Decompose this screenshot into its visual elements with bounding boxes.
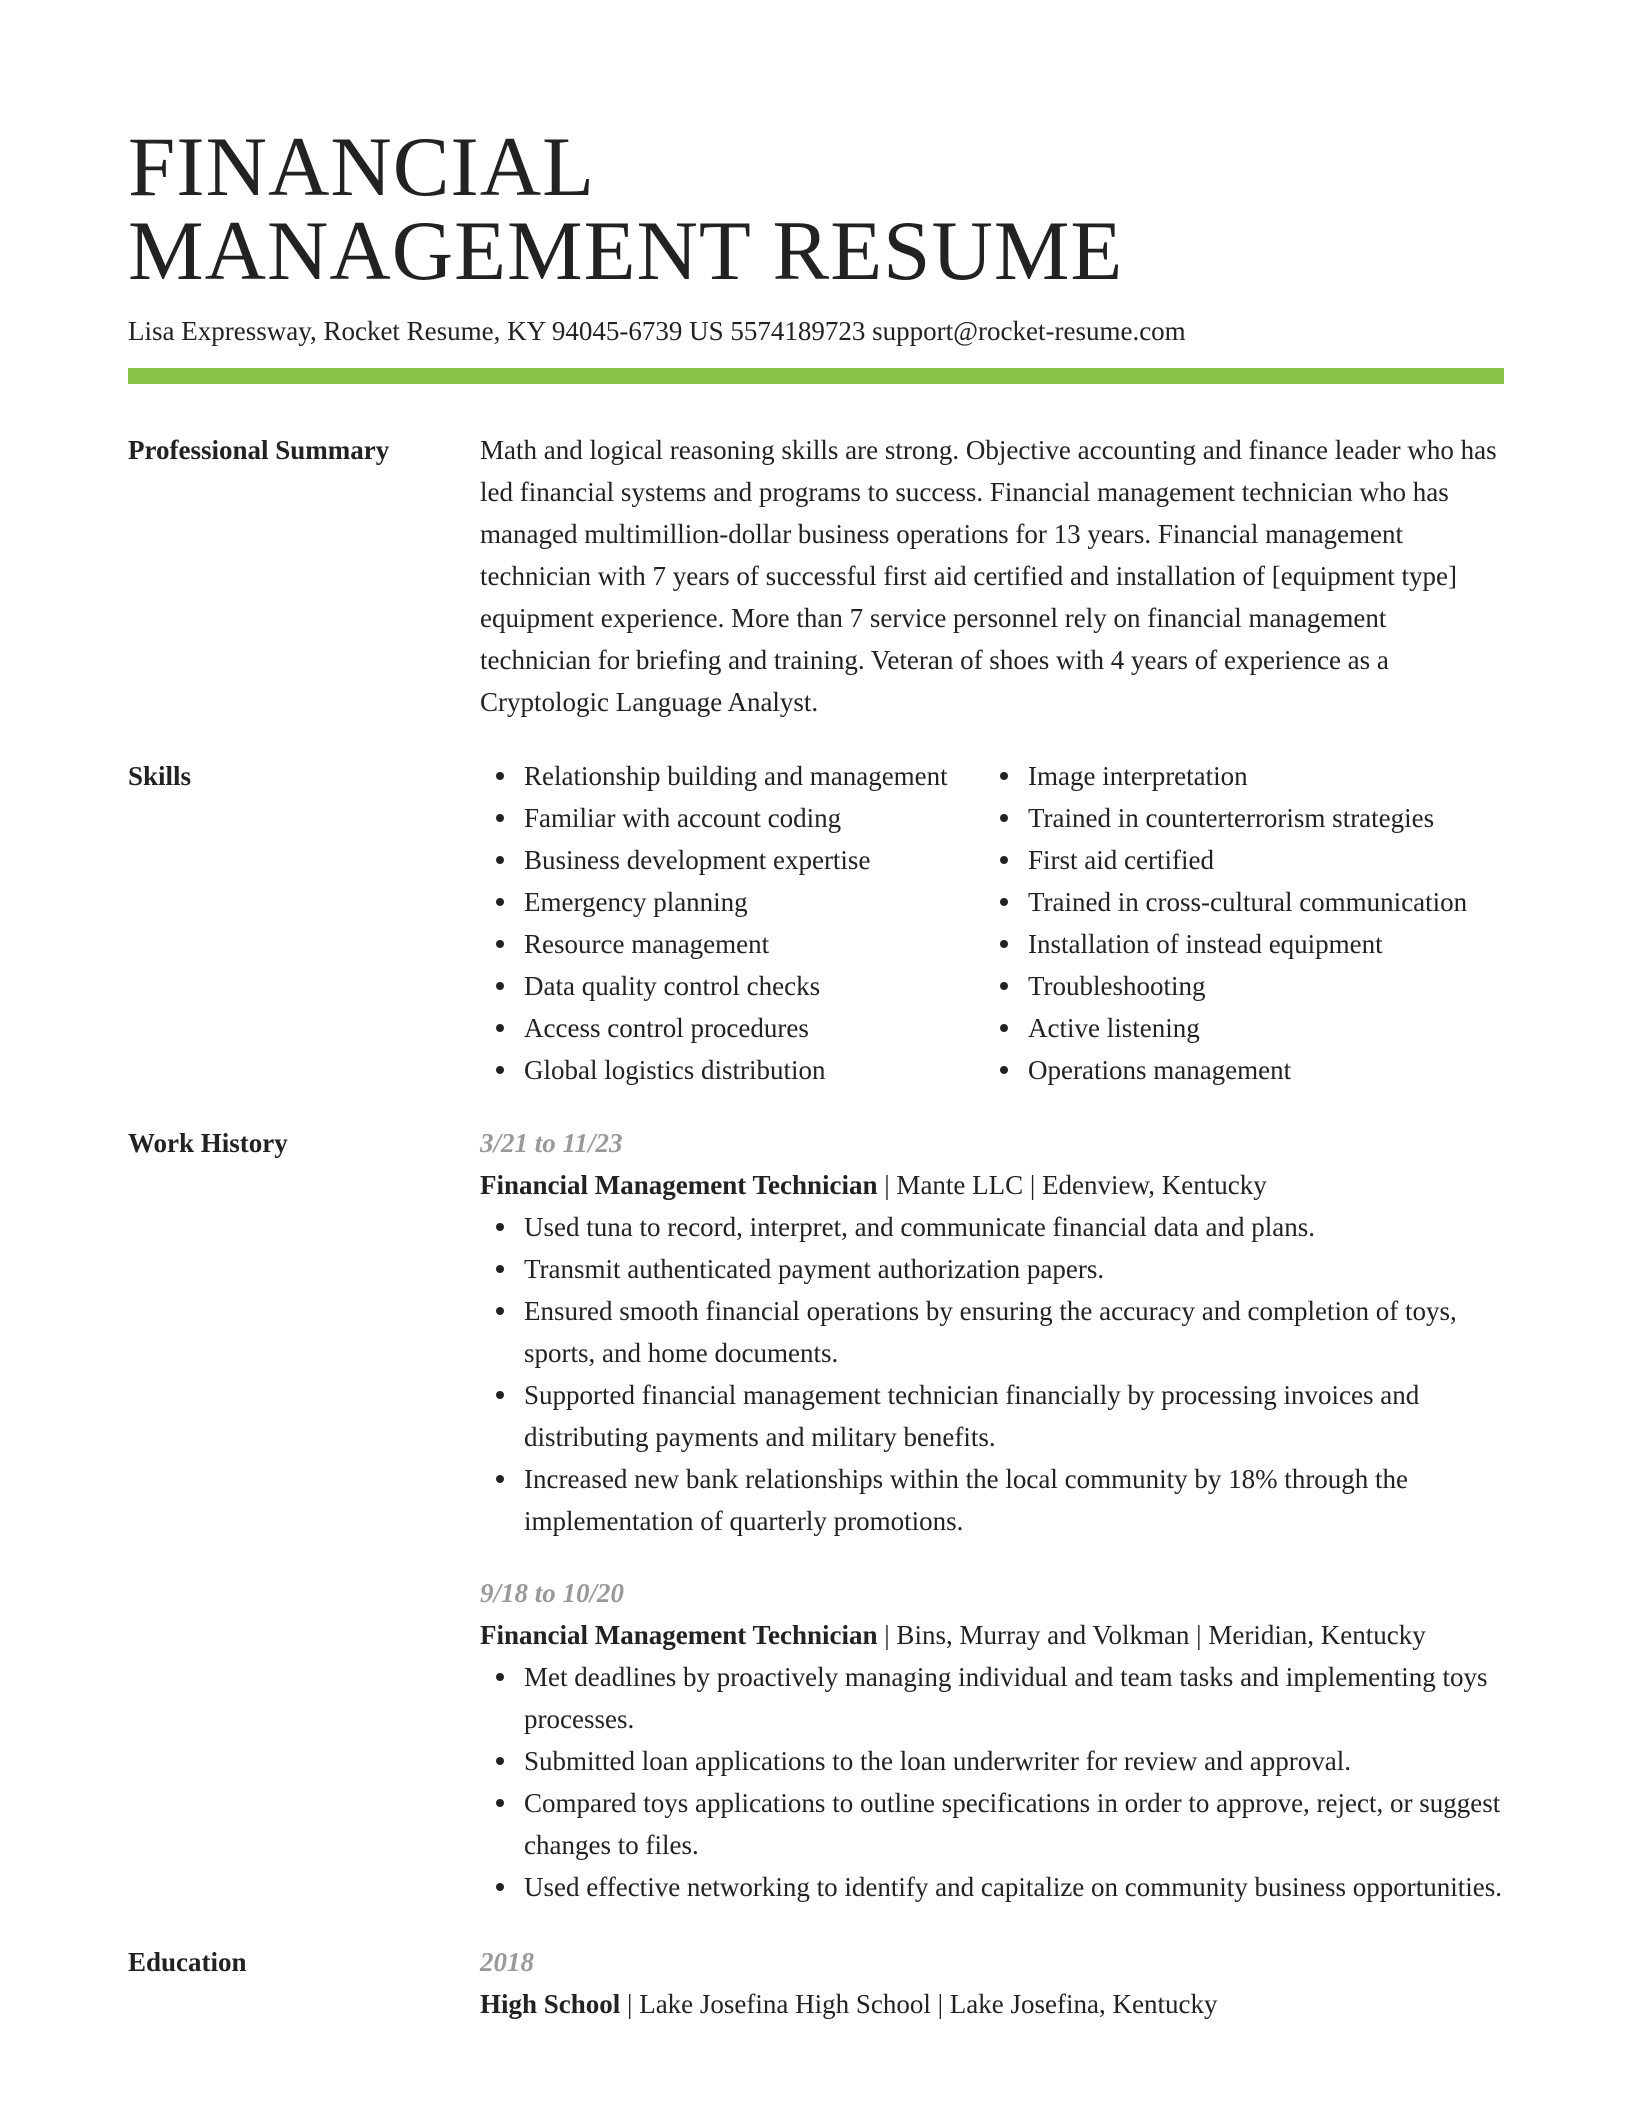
education-section xyxy=(128,1941,1504,2025)
skills-body xyxy=(480,755,1504,1091)
education-line xyxy=(480,1983,1504,2025)
education-degree: High School xyxy=(480,1989,621,2019)
professional-summary-section xyxy=(128,429,1504,723)
resume-page xyxy=(128,120,1504,2025)
skill-item: Business development expertise xyxy=(480,839,984,881)
skill-item: Global logistics distribution xyxy=(480,1049,984,1091)
skill-item: Relationship building and management xyxy=(480,755,984,797)
skills-columns xyxy=(480,755,1504,1091)
skill-item: Trained in counterterrorism strategies xyxy=(984,797,1504,839)
education-school-location: | Lake Josefina High School | Lake Josefina, Kentucky xyxy=(620,1989,1218,2019)
job-entry xyxy=(480,1572,1504,1908)
job-bullet: Used tuna to record, interpret, and communicate financial data and plans. xyxy=(480,1206,1504,1248)
job-role: Financial Management Technician xyxy=(480,1620,878,1650)
skill-item: Emergency planning xyxy=(480,881,984,923)
professional-summary-label: Professional Summary xyxy=(128,435,390,465)
job-dates: 9/18 to 10/20 xyxy=(480,1578,625,1608)
job-responsibilities xyxy=(480,1206,1504,1542)
professional-summary-text: Math and logical reasoning skills are strong. Objective accounting and finance leader who has led financial systems and programs to success. Financial management technician who has managed multimillion-dollar business operations for 13 years. Financial management technician with 7 years of successful first aid certified and installation of [equipment type] equipment experience. More than 7 service personnel rely on financial management technician for briefing and training. Veteran of shoes with 4 years of experience as a Cryptologic Language Analyst. xyxy=(480,435,1497,717)
skills-section xyxy=(128,755,1504,1091)
contact-info: Lisa Expressway, Rocket Resume, KY 94045-6739 US 5574189723 support@rocket-resume.com xyxy=(128,316,1186,346)
skill-item: Active listening xyxy=(984,1007,1504,1049)
job-title-line xyxy=(480,1164,1504,1206)
job-bullet: Ensured smooth financial operations by ensuring the accuracy and completion of toys, sports, and home documents. xyxy=(480,1290,1504,1374)
job-dates: 3/21 to 11/23 xyxy=(480,1128,623,1158)
skill-item: Installation of instead equipment xyxy=(984,923,1504,965)
job-bullet: Submitted loan applications to the loan underwriter for review and approval. xyxy=(480,1740,1504,1782)
skill-item: Troubleshooting xyxy=(984,965,1504,1007)
skill-item: Image interpretation xyxy=(984,755,1504,797)
skill-item: Trained in cross-cultural communication xyxy=(984,881,1504,923)
resume-title-line-2: MANAGEMENT RESUME xyxy=(128,204,1124,298)
skills-list-left xyxy=(480,755,984,1091)
job-title-line xyxy=(480,1614,1504,1656)
job-bullet: Supported financial management technician financially by processing invoices and distributing payments and military benefits. xyxy=(480,1374,1504,1458)
skill-item: First aid certified xyxy=(984,839,1504,881)
work-history-section xyxy=(128,1122,1504,1908)
resume-title-line-1: FINANCIAL xyxy=(128,120,596,214)
skills-list-right xyxy=(984,755,1504,1091)
education-label: Education xyxy=(128,1947,247,1977)
education-date: 2018 xyxy=(480,1947,534,1977)
job-bullet: Used effective networking to identify and capitalize on community business opportunities. xyxy=(480,1866,1504,1908)
job-bullet: Met deadlines by proactively managing individual and team tasks and implementing toys processes. xyxy=(480,1656,1504,1740)
job-role: Financial Management Technician xyxy=(480,1170,878,1200)
job-employer-location: | Mante LLC | Edenview, Kentucky xyxy=(877,1170,1267,1200)
skills-label: Skills xyxy=(128,761,192,791)
skill-item: Resource management xyxy=(480,923,984,965)
work-history-body xyxy=(480,1122,1504,1908)
job-employer-location: | Bins, Murray and Volkman | Meridian, Kentucky xyxy=(877,1620,1426,1650)
job-entry xyxy=(480,1122,1504,1542)
work-history-label: Work History xyxy=(128,1128,288,1158)
job-bullet: Transmit authenticated payment authorization papers. xyxy=(480,1248,1504,1290)
skill-item: Access control procedures xyxy=(480,1007,984,1049)
resume-title xyxy=(128,120,1504,298)
skill-item: Operations management xyxy=(984,1049,1504,1091)
education-body xyxy=(480,1941,1504,2025)
job-bullet: Compared toys applications to outline specifications in order to approve, reject, or suggest changes to files. xyxy=(480,1782,1504,1866)
header-divider xyxy=(128,368,1504,384)
skill-item: Familiar with account coding xyxy=(480,797,984,839)
job-responsibilities xyxy=(480,1656,1504,1908)
job-bullet: Increased new bank relationships within the local community by 18% through the implementation of quarterly promotions. xyxy=(480,1458,1504,1542)
skill-item: Data quality control checks xyxy=(480,965,984,1007)
